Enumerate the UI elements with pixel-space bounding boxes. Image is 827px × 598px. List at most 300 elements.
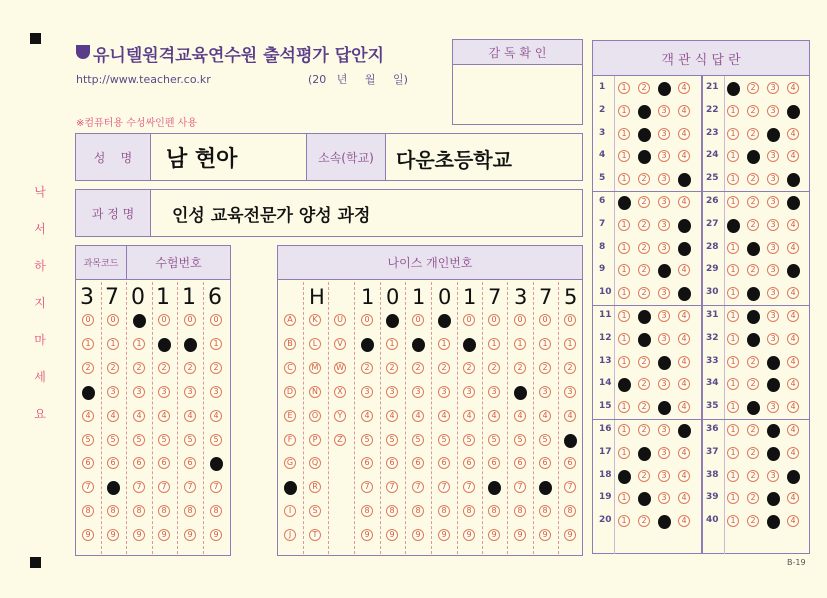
bubble: 1 [488, 338, 500, 350]
neis-written-char: 1 [463, 285, 477, 309]
bubble: 4 [678, 196, 690, 208]
question-number: 19 [599, 492, 612, 503]
bubble: 7 [210, 481, 222, 493]
side-char: 서 [34, 222, 46, 236]
filled-bubble: 2 [638, 333, 651, 347]
bubble: 0 [514, 314, 526, 326]
question-number: 13 [599, 355, 612, 366]
bubble: 6 [82, 457, 94, 469]
bubble: 0 [158, 314, 170, 326]
filled-bubble: 6 [210, 457, 223, 471]
filled-bubble: 3 [767, 515, 780, 529]
bubble: 2 [107, 362, 119, 374]
affiliation-value: 다운초등학교 [396, 148, 512, 172]
filled-bubble: 2 [638, 447, 651, 461]
bubble: 9 [133, 529, 145, 541]
bubble: 9 [210, 529, 222, 541]
bubble: 8 [463, 505, 475, 517]
bubble: 1 [727, 424, 739, 436]
bubble: 1 [618, 287, 630, 299]
bubble: 1 [618, 105, 630, 117]
bubble: 4 [438, 410, 450, 422]
bubble: 4 [678, 470, 690, 482]
bubble: 7 [438, 481, 450, 493]
bubble: 8 [158, 505, 170, 517]
bubble: 8 [438, 505, 450, 517]
question-number: 6 [599, 196, 606, 206]
column-divider [431, 282, 432, 554]
bubble: 1 [727, 333, 739, 345]
bubble: 3 [767, 196, 779, 208]
question-number: 40 [706, 515, 719, 526]
question-number: 17 [599, 446, 612, 457]
bubble: 0 [463, 314, 475, 326]
filled-bubble: 2 [638, 310, 651, 324]
bubble: 5 [210, 434, 222, 446]
bubble: 2 [747, 378, 759, 390]
filled-bubble: 3 [82, 386, 95, 400]
affiliation-label: 소속(학교) [318, 150, 374, 165]
course-label: 과 정 명 [91, 206, 135, 221]
answer-title: 객 관 식 답 란 [661, 52, 741, 68]
bubble: 5 [386, 434, 398, 446]
bubble: 1 [727, 356, 739, 368]
bubble: 4 [787, 401, 799, 413]
bubble: 3 [658, 105, 670, 117]
question-number: 31 [706, 310, 719, 320]
bubble: 4 [184, 410, 196, 422]
bubble: 3 [658, 447, 670, 459]
question-number: 24 [706, 150, 719, 161]
bubble: 1 [618, 356, 630, 368]
bubble: 2 [747, 82, 759, 94]
bubble: 2 [158, 362, 170, 374]
column-divider [533, 282, 534, 554]
question-number: 36 [706, 424, 719, 434]
bubble: 3 [133, 386, 145, 398]
filled-bubble: 0 [386, 314, 399, 328]
course-value: 인성 교육전문가 양성 과정 [172, 206, 371, 226]
bubble: 3 [158, 386, 170, 398]
page-title: 유니텔원격교육연수원 출석평가 답안지 [93, 46, 385, 66]
bubble: 4 [787, 492, 799, 504]
bubble: 2 [638, 219, 650, 231]
filled-bubble: 4 [787, 173, 800, 187]
bubble: 8 [361, 505, 373, 517]
bubble: D [284, 386, 296, 398]
bubble: 4 [210, 410, 222, 422]
question-number: 14 [599, 378, 612, 389]
bubble: 1 [727, 492, 739, 504]
bubble: 4 [787, 310, 799, 322]
filled-bubble: 0 [438, 314, 451, 328]
bubble: 5 [412, 434, 424, 446]
bubble: 7 [82, 481, 94, 493]
bubble: 0 [412, 314, 424, 326]
bubble: 2 [747, 264, 759, 276]
bubble: 3 [658, 242, 670, 254]
filled-bubble: 1 [618, 196, 631, 210]
bubble: 4 [787, 128, 799, 140]
exam-written-digit: 3 [80, 285, 94, 310]
bubble: 4 [787, 424, 799, 436]
column-divider [558, 282, 559, 554]
bubble: 7 [133, 481, 145, 493]
bubble: 4 [787, 356, 799, 368]
bubble: 5 [133, 434, 145, 446]
bubble: 1 [727, 310, 739, 322]
bubble: 8 [412, 505, 424, 517]
bubble: 1 [82, 338, 94, 350]
column-divider [380, 282, 381, 554]
bubble: 2 [747, 492, 759, 504]
bubble: 1 [727, 401, 739, 413]
bubble: 2 [133, 362, 145, 374]
filled-bubble: 3 [767, 378, 780, 392]
bubble: B [284, 338, 296, 350]
filled-bubble: 4 [787, 264, 800, 278]
bubble: J [284, 529, 296, 541]
filled-bubble: 3 [767, 356, 780, 370]
bubble: 5 [514, 434, 526, 446]
bubble: 7 [412, 481, 424, 493]
bubble: 3 [658, 196, 670, 208]
bubble: 4 [787, 378, 799, 390]
bubble: 9 [184, 529, 196, 541]
filled-bubble: 4 [678, 173, 691, 187]
question-number: 35 [706, 401, 719, 412]
exam-written-digit: 0 [131, 285, 145, 310]
exam-number-label: 수험번호 [155, 256, 202, 270]
filled-bubble: 3 [767, 424, 780, 438]
side-char: 지 [34, 296, 46, 310]
filled-bubble: 1 [727, 219, 740, 233]
date-field: (20 년 월 일) [308, 73, 408, 86]
bubble: 4 [412, 410, 424, 422]
bubble: 3 [488, 386, 500, 398]
bubble: 3 [463, 386, 475, 398]
filled-bubble: 2 [747, 242, 760, 256]
bubble: 8 [539, 505, 551, 517]
column-divider [614, 76, 615, 554]
bubble: 2 [638, 82, 650, 94]
bubble: 3 [658, 492, 670, 504]
question-number: 34 [706, 378, 719, 389]
exam-written-digit: 6 [208, 285, 222, 310]
bubble: 2 [747, 128, 759, 140]
bubble: 3 [412, 386, 424, 398]
bubble: 1 [618, 515, 630, 527]
bubble: 2 [638, 470, 650, 482]
bubble: 1 [618, 150, 630, 162]
bubble: 2 [747, 173, 759, 185]
bubble: 7 [158, 481, 170, 493]
bubble: 2 [463, 362, 475, 374]
bubble: 1 [514, 338, 526, 350]
bubble: 2 [638, 515, 650, 527]
question-number: 20 [599, 515, 612, 526]
bubble: 4 [678, 264, 690, 276]
bubble: 8 [133, 505, 145, 517]
column-divider [457, 282, 458, 554]
question-number: 21 [706, 82, 719, 92]
bubble: 4 [678, 378, 690, 390]
bubble: 4 [678, 128, 690, 140]
bubble: W [334, 362, 346, 374]
column-divider [203, 282, 204, 554]
filled-bubble: 3 [658, 401, 671, 415]
filled-bubble: 2 [747, 150, 760, 164]
filled-bubble: 4 [787, 196, 800, 210]
bubble: 0 [361, 314, 373, 326]
bubble: 0 [564, 314, 576, 326]
filled-bubble: 1 [412, 338, 425, 352]
question-number: 5 [599, 173, 606, 184]
question-number: 4 [599, 150, 606, 161]
column-divider [724, 76, 725, 554]
bubble: 3 [767, 242, 779, 254]
filled-bubble: 2 [747, 401, 760, 415]
bubble: 1 [564, 338, 576, 350]
bubble: 4 [678, 82, 690, 94]
question-number: 29 [706, 264, 719, 275]
bubble: 3 [767, 105, 779, 117]
bubble: 3 [767, 470, 779, 482]
bubble: 9 [463, 529, 475, 541]
bubble: 3 [767, 333, 779, 345]
bubble: 2 [386, 362, 398, 374]
bubble: 2 [82, 362, 94, 374]
bubble: 7 [463, 481, 475, 493]
bubble: V [334, 338, 346, 350]
bubble: L [309, 338, 321, 350]
neis-written-char: 0 [438, 285, 452, 309]
bubble: 6 [361, 457, 373, 469]
filled-bubble: 3 [767, 492, 780, 506]
bubble: 4 [678, 492, 690, 504]
question-number: 23 [706, 127, 719, 138]
side-char: 마 [34, 333, 46, 347]
question-number: 25 [706, 173, 719, 184]
bubble: Z [334, 434, 346, 446]
neis-label: 나이스 개인번호 [387, 256, 473, 270]
bubble: 4 [787, 287, 799, 299]
column-divider [405, 282, 406, 554]
column-divider [101, 282, 102, 554]
question-number: 3 [599, 127, 606, 138]
bubble: 1 [727, 378, 739, 390]
filled-bubble: 4 [678, 424, 691, 438]
side-char: 낙 [34, 185, 46, 199]
neis-written-char: 5 [564, 285, 578, 309]
bubble: 2 [438, 362, 450, 374]
column-divider [482, 282, 483, 554]
bubble: 9 [564, 529, 576, 541]
column-divider [701, 76, 703, 554]
bubble: P [309, 434, 321, 446]
bubble: 5 [82, 434, 94, 446]
bubble: 4 [678, 150, 690, 162]
bubble: R [309, 481, 321, 493]
bubble: 1 [618, 333, 630, 345]
filled-bubble: 5 [564, 434, 577, 448]
registration-mark-bottom [30, 557, 41, 568]
question-number: 12 [599, 332, 612, 343]
bubble: 0 [184, 314, 196, 326]
bubble: 1 [618, 219, 630, 231]
bubble: 4 [539, 410, 551, 422]
question-number: 28 [706, 241, 719, 252]
question-number: 37 [706, 446, 719, 457]
bubble: N [309, 386, 321, 398]
question-number: 38 [706, 469, 719, 480]
bubble: 4 [787, 447, 799, 459]
bubble: 3 [767, 150, 779, 162]
bubble: 4 [82, 410, 94, 422]
column-divider [126, 282, 127, 554]
question-number: 10 [599, 287, 612, 298]
bubble: 0 [210, 314, 222, 326]
bubble: 2 [514, 362, 526, 374]
question-number: 15 [599, 401, 612, 412]
column-divider [303, 282, 304, 554]
filled-bubble: 2 [638, 492, 651, 506]
bubble: O [309, 410, 321, 422]
bubble: 1 [727, 128, 739, 140]
bubble: 4 [463, 410, 475, 422]
question-number: 9 [599, 264, 606, 275]
bubble: 0 [488, 314, 500, 326]
bubble: 9 [514, 529, 526, 541]
bubble: 9 [386, 529, 398, 541]
column-divider [152, 282, 153, 554]
bubble: 6 [412, 457, 424, 469]
bubble: 2 [747, 447, 759, 459]
bubble: 2 [184, 362, 196, 374]
question-number: 11 [599, 310, 612, 320]
exam-written-digit: 1 [182, 285, 196, 310]
bubble: 4 [787, 242, 799, 254]
bubble: 9 [412, 529, 424, 541]
bubble: 1 [618, 128, 630, 140]
bubble: 6 [539, 457, 551, 469]
column-divider [507, 282, 508, 554]
question-number: 16 [599, 424, 612, 434]
bubble: 8 [514, 505, 526, 517]
bubble: 2 [747, 515, 759, 527]
bubble: 8 [564, 505, 576, 517]
question-number: 32 [706, 332, 719, 343]
bubble: 2 [638, 264, 650, 276]
column-divider [328, 282, 329, 554]
bubble: 9 [488, 529, 500, 541]
bubble: 9 [107, 529, 119, 541]
bubble: 9 [539, 529, 551, 541]
exam-written-digit: 7 [105, 285, 119, 310]
bubble: 3 [658, 310, 670, 322]
bubble: 2 [747, 105, 759, 117]
filled-bubble: 2 [747, 310, 760, 324]
bubble: 2 [539, 362, 551, 374]
bubble: 5 [184, 434, 196, 446]
bubble: 4 [678, 447, 690, 459]
filled-bubble: 4 [678, 242, 691, 256]
filled-bubble: 3 [514, 386, 527, 400]
bubble: 2 [747, 356, 759, 368]
side-char: 세 [34, 370, 46, 384]
bubble: 7 [361, 481, 373, 493]
bubble: 5 [463, 434, 475, 446]
bubble: 4 [514, 410, 526, 422]
bubble: 2 [638, 242, 650, 254]
side-char: 하 [34, 259, 46, 273]
bubble: 2 [747, 219, 759, 231]
bubble: 2 [638, 378, 650, 390]
bubble: 2 [638, 401, 650, 413]
bubble: 5 [158, 434, 170, 446]
bubble: 1 [727, 242, 739, 254]
bubble: 6 [438, 457, 450, 469]
filled-bubble: 2 [747, 333, 760, 347]
bubble: 9 [158, 529, 170, 541]
bubble: 1 [618, 424, 630, 436]
bubble: 1 [618, 401, 630, 413]
filled-bubble: 2 [638, 128, 651, 142]
bubble: 2 [361, 362, 373, 374]
filled-bubble: 1 [184, 338, 197, 352]
filled-bubble: 4 [787, 105, 800, 119]
form-code: B-19 [787, 558, 806, 567]
bubble: 1 [618, 264, 630, 276]
bubble: 1 [727, 287, 739, 299]
bubble: 2 [638, 173, 650, 185]
bubble: E [284, 410, 296, 422]
bubble: 1 [210, 338, 222, 350]
bubble: 2 [412, 362, 424, 374]
row-divider [592, 419, 810, 420]
bubble: S [309, 505, 321, 517]
filled-bubble: 1 [361, 338, 374, 352]
bubble: 1 [727, 196, 739, 208]
bubble: 2 [747, 196, 759, 208]
bubble: 9 [82, 529, 94, 541]
filled-bubble: 3 [767, 128, 780, 142]
bubble: 2 [564, 362, 576, 374]
filled-bubble: 3 [767, 447, 780, 461]
bubble: 3 [658, 287, 670, 299]
bubble: 2 [638, 196, 650, 208]
bubble: 2 [638, 424, 650, 436]
bubble: 9 [361, 529, 373, 541]
filled-bubble: 3 [658, 264, 671, 278]
bubble: 1 [727, 105, 739, 117]
bubble: U [334, 314, 346, 326]
filled-bubble: 4 [678, 287, 691, 301]
bubble: 3 [658, 333, 670, 345]
bubble: 3 [361, 386, 373, 398]
bubble: 4 [158, 410, 170, 422]
bubble: 4 [386, 410, 398, 422]
filled-bubble: 1 [727, 82, 740, 96]
bubble: M [309, 362, 321, 374]
bubble: 3 [210, 386, 222, 398]
filled-bubble: 7 [107, 481, 120, 495]
logo-icon [76, 45, 90, 59]
bubble: 4 [787, 515, 799, 527]
bubble: 6 [133, 457, 145, 469]
bubble: 3 [438, 386, 450, 398]
filled-bubble: 0 [133, 314, 146, 328]
